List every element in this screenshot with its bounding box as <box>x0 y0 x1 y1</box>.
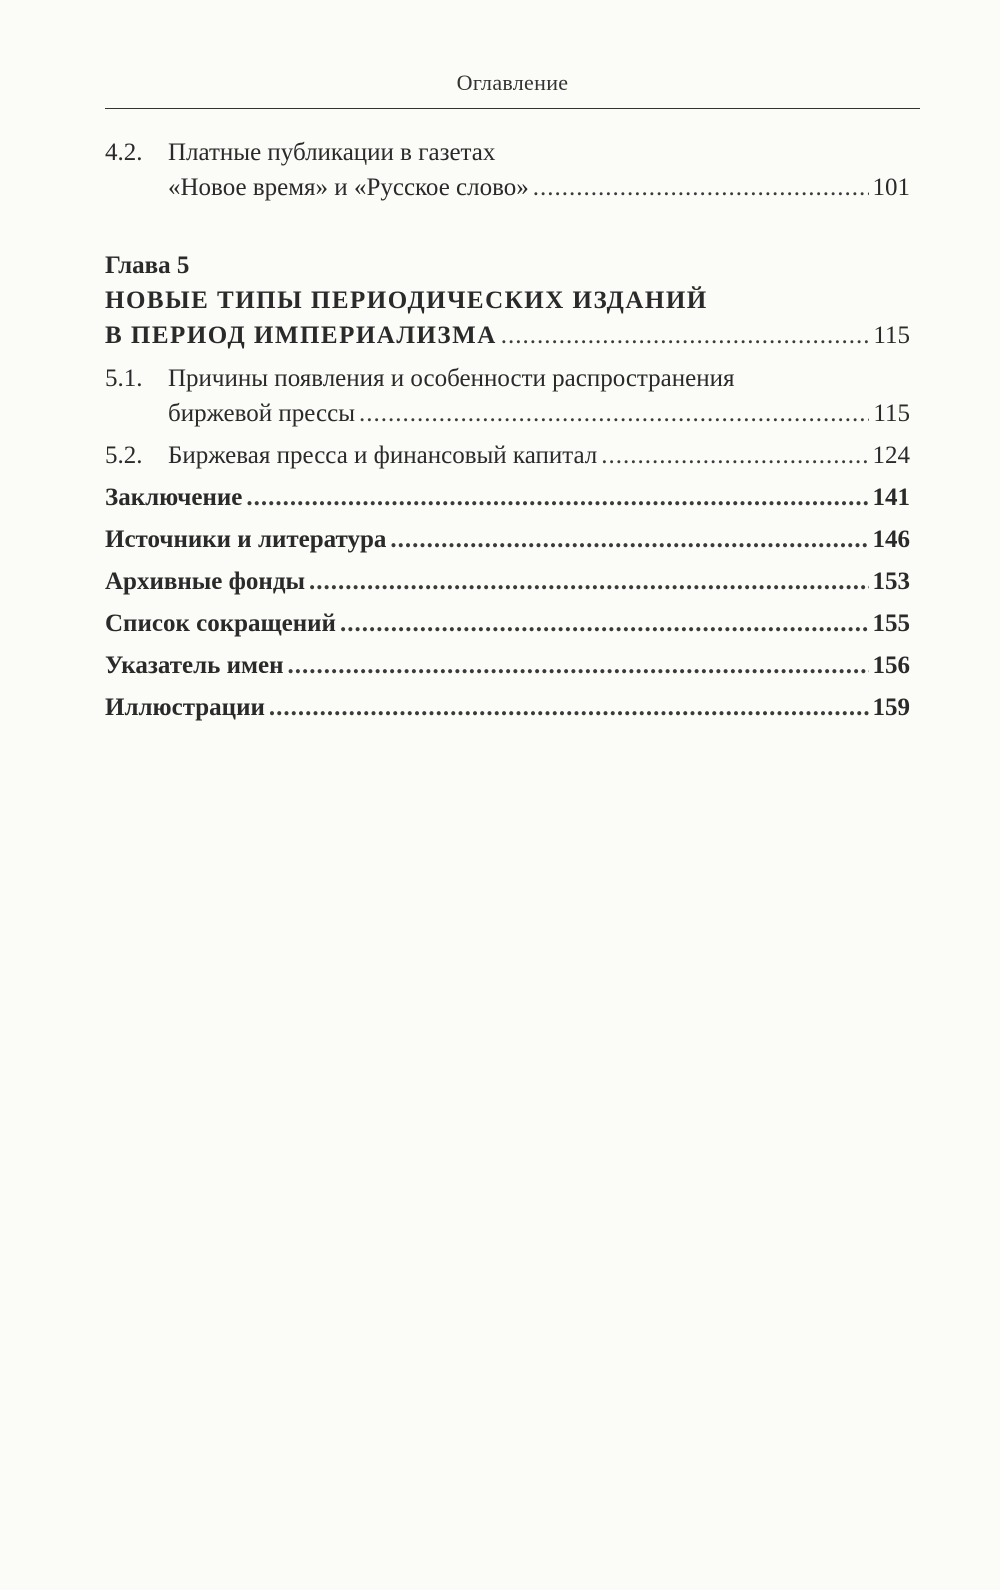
header-rule <box>105 108 920 109</box>
toc-entry-conclusion[interactable] <box>105 480 910 515</box>
page-number: 124 <box>872 442 910 469</box>
page-number: 153 <box>872 568 910 595</box>
page-number: 156 <box>872 652 910 679</box>
section-number: 4.2. <box>105 139 143 166</box>
chapter-label: Глава 5 <box>105 252 190 279</box>
table-of-contents <box>105 135 910 725</box>
toc-entry-sources[interactable] <box>105 522 910 557</box>
page-number: 146 <box>872 526 910 553</box>
entry-title: Иллюстрации <box>105 694 265 721</box>
leader-dots <box>359 396 869 431</box>
leader-dots <box>533 170 869 205</box>
section-title-cont: биржевой прессы <box>168 400 355 427</box>
entry-title: Заключение <box>105 484 243 511</box>
chapter-title-cont: В ПЕРИОД ИМПЕРИАЛИЗМА <box>105 322 497 349</box>
section-number: 5.1. <box>105 365 143 392</box>
entry-title: Указатель имен <box>105 652 284 679</box>
section-number: 5.2. <box>105 442 143 469</box>
entry-title: Источники и литература <box>105 526 387 553</box>
section-title-cont: «Новое время» и «Русское слово» <box>168 174 529 201</box>
page-number: 115 <box>873 322 910 349</box>
leader-dots <box>601 438 868 473</box>
chapter-title: НОВЫЕ ТИПЫ ПЕРИОДИЧЕСКИХ ИЗДАНИЙ <box>105 287 708 314</box>
leader-dots <box>390 522 868 557</box>
toc-entry-archives[interactable] <box>105 564 910 599</box>
page-number: 101 <box>872 174 910 201</box>
toc-entry-5-1[interactable] <box>105 361 910 431</box>
toc-entry-name-index[interactable] <box>105 648 910 683</box>
page-header: Оглавление <box>456 70 569 95</box>
toc-entry-4-2[interactable] <box>105 135 910 205</box>
page-number: 159 <box>872 694 910 721</box>
toc-entry-illustrations[interactable] <box>105 690 910 725</box>
entry-title: Список сокращений <box>105 610 336 637</box>
section-title: Биржевая пресса и финансовый капитал <box>168 442 598 469</box>
section-title: Платные публикации в газетах <box>168 139 496 166</box>
leader-dots <box>269 690 869 725</box>
leader-dots <box>309 564 869 599</box>
section-title: Причины появления и особенности распространения <box>168 365 735 392</box>
toc-entry-abbreviations[interactable] <box>105 606 910 641</box>
leader-dots <box>288 648 869 683</box>
toc-entry-chapter-5[interactable] <box>105 249 910 353</box>
leader-dots <box>501 318 870 353</box>
leader-dots <box>340 606 869 641</box>
page-number: 141 <box>872 484 910 511</box>
page-number: 115 <box>873 400 910 427</box>
page-number: 155 <box>872 610 910 637</box>
toc-entry-5-2[interactable] <box>105 438 910 473</box>
entry-title: Архивные фонды <box>105 568 305 595</box>
leader-dots <box>246 480 868 515</box>
